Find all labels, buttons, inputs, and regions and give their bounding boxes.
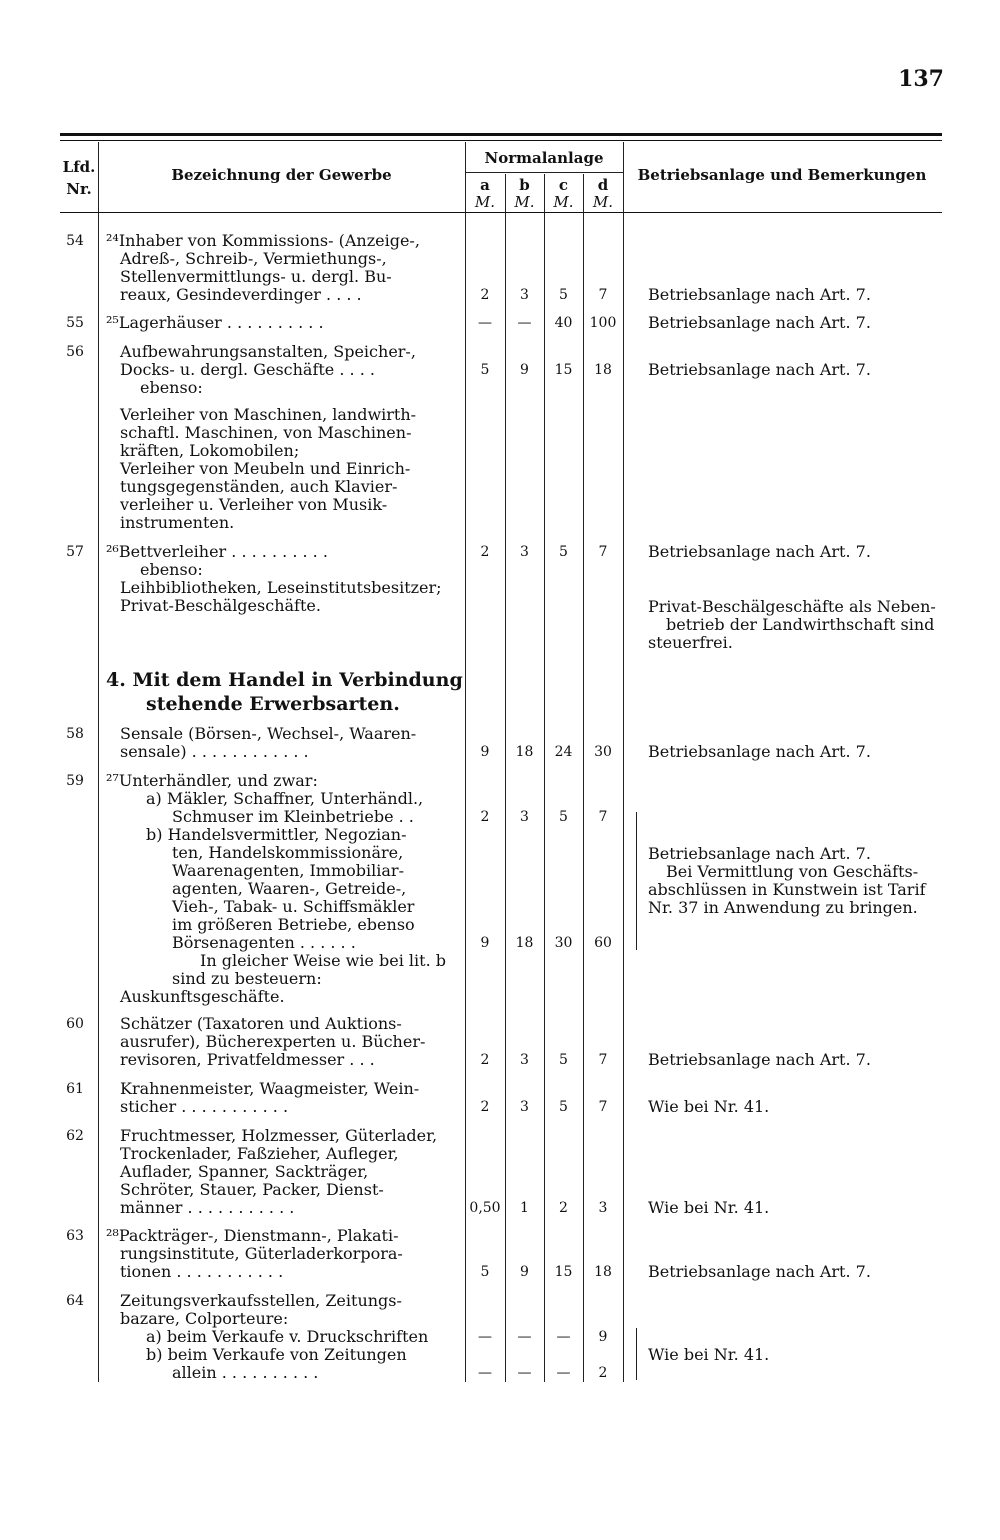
row-text: b) beim Verkaufe von Zeitungen <box>146 1345 407 1364</box>
row-text: Verleiher von Maschinen, landwirth- <box>120 405 417 424</box>
value-d: 100 <box>589 315 617 331</box>
row-text: Aufbewahrungsanstalten, Speicher-, <box>120 342 416 361</box>
row-number: 57 <box>66 544 84 560</box>
row-number: 61 <box>66 1081 84 1097</box>
row-note: Betriebsanlage nach Art. 7. <box>648 313 871 332</box>
row-text: Schätzer (Taxatoren und Auktions- <box>120 1014 402 1033</box>
value-c: — <box>556 1365 571 1381</box>
header-nr: Nr. <box>66 180 92 198</box>
header-col-d: d <box>597 176 609 194</box>
value-a: 2 <box>480 287 490 303</box>
header-unit-d: M. <box>592 193 614 211</box>
row-number: 60 <box>66 1016 84 1032</box>
col-divider-nr <box>98 142 99 1382</box>
row-text: Börsenagenten . . . . . . <box>172 933 356 952</box>
header-normalanlage: Normalanlage <box>484 149 604 167</box>
row-note: steuerfrei. <box>648 633 733 652</box>
row-number: 63 <box>66 1228 84 1244</box>
row-number: 58 <box>66 726 84 742</box>
row-number: 54 <box>66 233 84 249</box>
row-text: schaftl. Maschinen, von Maschinen- <box>120 423 412 442</box>
value-a: 9 <box>480 744 490 760</box>
normalanlage-rule <box>465 172 623 173</box>
row-text: Stellenvermittlungs- u. dergl. Bu- <box>120 267 392 286</box>
header-col-c: c <box>558 176 569 194</box>
row-text: männer . . . . . . . . . . . <box>120 1198 295 1217</box>
row-text: sensale) . . . . . . . . . . . . <box>120 742 309 761</box>
value-a: — <box>478 1329 492 1345</box>
value-a: — <box>478 315 492 331</box>
value-b: — <box>517 1329 532 1345</box>
header-bezeichnung: Bezeichnung der Gewerbe <box>171 166 392 184</box>
row-text: ²⁸Packträger-, Dienstmann-, Plakati- <box>106 1226 399 1245</box>
top-rule-thick <box>60 133 942 136</box>
row-text: a) Mäkler, Schaffner, Unterhändl., <box>146 789 424 808</box>
row-text: b) Handelsvermittler, Negozian- <box>146 825 407 844</box>
value-d: 7 <box>598 1052 608 1068</box>
value-b: 1 <box>520 1200 529 1216</box>
value-d: 7 <box>598 809 608 825</box>
row-note: Betriebsanlage nach Art. 7. <box>648 844 871 863</box>
value-b: 9 <box>520 362 529 378</box>
row-text: Auskunftsgeschäfte. <box>120 987 285 1006</box>
value-d: 3 <box>598 1200 608 1216</box>
row-note: Betriebsanlage nach Art. 7. <box>648 742 871 761</box>
value-c: 40 <box>554 315 573 331</box>
value-c: 2 <box>559 1200 568 1216</box>
value-a: — <box>478 1365 492 1381</box>
value-d: 9 <box>598 1329 608 1345</box>
brace <box>636 1328 640 1380</box>
value-a: 2 <box>480 1052 490 1068</box>
row-text: reaux, Gesindeverdinger . . . . <box>120 285 362 304</box>
row-note: Betriebsanlage nach Art. 7. <box>648 1262 871 1281</box>
row-text: Waarenagenten, Immobiliar- <box>172 861 404 880</box>
value-b: — <box>517 1365 532 1381</box>
row-text: Vieh-, Tabak- u. Schiffsmäkler <box>172 897 415 916</box>
row-text: im größeren Betriebe, ebenso <box>172 915 415 934</box>
header-col-a: a <box>480 176 490 194</box>
row-text: ²⁴Inhaber von Kommissions- (Anzeige-, <box>106 231 420 250</box>
row-note: abschlüssen in Kunstwein ist Tarif <box>648 880 926 899</box>
row-note: Wie bei Nr. 41. <box>648 1097 770 1116</box>
row-text: Krahnenmeister, Waagmeister, Wein- <box>120 1079 420 1098</box>
header-lfd: Lfd. <box>62 158 96 176</box>
row-text: verleiher u. Verleiher von Musik- <box>120 495 388 514</box>
row-number: 64 <box>66 1293 84 1309</box>
row-note: Wie bei Nr. 41. <box>648 1345 770 1364</box>
brace <box>636 812 640 950</box>
row-text: Verleiher von Meubeln und Einrich- <box>120 459 411 478</box>
section-heading: 4. Mit dem Handel in Verbindung <box>106 669 463 691</box>
row-text: ²⁷Unterhändler, und zwar: <box>106 771 318 790</box>
row-number: 56 <box>66 344 84 360</box>
row-text: ausrufer), Bücherexperten u. Bücher- <box>120 1032 426 1051</box>
row-note: Bei Vermittlung von Geschäfts- <box>666 862 919 881</box>
value-c: — <box>556 1329 571 1345</box>
value-b: 18 <box>515 935 534 951</box>
row-text: ²⁶Bettverleiher . . . . . . . . . . <box>106 542 328 561</box>
row-note: Betriebsanlage nach Art. 7. <box>648 285 871 304</box>
value-a: 2 <box>480 544 490 560</box>
value-b: 18 <box>515 744 534 760</box>
value-d: 30 <box>594 744 612 760</box>
top-rule-thin <box>60 140 942 141</box>
value-a: 2 <box>480 809 490 825</box>
value-c: 15 <box>554 362 573 378</box>
value-c: 5 <box>559 809 568 825</box>
value-a: 9 <box>480 935 490 951</box>
row-text: Privat-Beschälgeschäfte. <box>120 596 321 615</box>
value-b: 3 <box>520 1052 529 1068</box>
row-text: agenten, Waaren-, Getreide-, <box>172 879 407 898</box>
page-number: 137 <box>898 66 944 92</box>
value-d: 2 <box>598 1365 608 1381</box>
row-text: Schmuser im Kleinbetriebe . . <box>172 807 414 826</box>
header-col-b: b <box>519 176 530 194</box>
row-text: revisoren, Privatfeldmesser . . . <box>120 1050 375 1069</box>
value-a: 2 <box>480 1099 490 1115</box>
row-text: kräften, Lokomobilen; <box>120 441 300 460</box>
header-unit-c: M. <box>553 193 574 211</box>
section-heading: stehende Erwerbsarten. <box>146 693 400 715</box>
row-text: Zeitungsverkaufsstellen, Zeitungs- <box>120 1291 402 1310</box>
row-text: Adreß-, Schreib-, Vermiethungs-, <box>120 249 387 268</box>
row-note: Nr. 37 in Anwendung zu bringen. <box>648 898 918 917</box>
row-number: 62 <box>66 1128 84 1144</box>
row-text: sticher . . . . . . . . . . . <box>120 1097 289 1116</box>
row-text: Docks- u. dergl. Geschäfte . . . . <box>120 360 375 379</box>
value-b: 3 <box>520 1099 529 1115</box>
row-note: Betriebsanlage nach Art. 7. <box>648 1050 871 1069</box>
value-b: 3 <box>520 809 529 825</box>
row-text: ten, Handelskommissionäre, <box>172 843 404 862</box>
header-betriebsanlage: Betriebsanlage und Bemerkungen <box>637 166 927 184</box>
value-d: 60 <box>594 935 612 951</box>
value-c: 5 <box>559 1052 568 1068</box>
value-a: 5 <box>480 1264 490 1280</box>
row-text: bazare, Colporteure: <box>120 1309 289 1328</box>
value-d: 7 <box>598 287 608 303</box>
col-divider-d <box>623 142 624 1382</box>
row-number: 55 <box>66 315 84 331</box>
value-c: 15 <box>554 1264 573 1280</box>
value-b: — <box>517 315 532 331</box>
row-text: rungsinstitute, Güterladerkorpora- <box>120 1244 403 1263</box>
row-text: Trockenlader, Faßzieher, Aufleger, <box>120 1144 399 1163</box>
header-bottom-rule <box>60 212 942 213</box>
value-a: 5 <box>480 362 490 378</box>
row-text: tungsgegenständen, auch Klavier- <box>120 477 398 496</box>
row-text: ebenso: <box>140 560 203 579</box>
value-d: 18 <box>594 362 612 378</box>
row-note: Privat-Beschälgeschäfte als Neben- <box>648 597 936 616</box>
row-note: Wie bei Nr. 41. <box>648 1198 770 1217</box>
row-note: Betriebsanlage nach Art. 7. <box>648 360 871 379</box>
row-text: Fruchtmesser, Holzmesser, Güterlader, <box>120 1126 438 1145</box>
value-c: 5 <box>559 287 568 303</box>
value-b: 9 <box>520 1264 529 1280</box>
row-text: tionen . . . . . . . . . . . <box>120 1262 284 1281</box>
value-b: 3 <box>520 544 529 560</box>
row-text: a) beim Verkaufe v. Druckschriften <box>146 1327 429 1346</box>
row-text: Sensale (Börsen-, Wechsel-, Waaren- <box>120 724 417 743</box>
row-text: sind zu besteuern: <box>172 969 322 988</box>
value-c: 24 <box>554 744 573 760</box>
row-text: instrumenten. <box>120 513 235 532</box>
header-unit-b: M. <box>514 193 535 211</box>
value-c: 5 <box>559 544 568 560</box>
row-text: In gleicher Weise wie bei lit. b <box>200 951 446 970</box>
row-note: betrieb der Landwirthschaft sind <box>666 615 935 634</box>
value-c: 5 <box>559 1099 568 1115</box>
header-unit-a: M. <box>474 193 496 211</box>
value-c: 30 <box>554 935 573 951</box>
row-text: Leihbibliotheken, Leseinstitutsbesitzer; <box>120 578 442 597</box>
value-b: 3 <box>520 287 529 303</box>
row-text: Auflader, Spanner, Sackträger, <box>120 1162 369 1181</box>
row-number: 59 <box>66 773 84 789</box>
row-text: ²⁵Lagerhäuser . . . . . . . . . . <box>106 313 324 332</box>
value-a: 0,50 <box>469 1200 501 1216</box>
value-d: 7 <box>598 1099 608 1115</box>
row-note: Betriebsanlage nach Art. 7. <box>648 542 871 561</box>
row-text: ebenso: <box>140 378 203 397</box>
value-d: 18 <box>594 1264 612 1280</box>
row-text: Schröter, Stauer, Packer, Dienst- <box>120 1180 384 1199</box>
value-d: 7 <box>598 544 608 560</box>
row-text: allein . . . . . . . . . . <box>172 1363 319 1382</box>
